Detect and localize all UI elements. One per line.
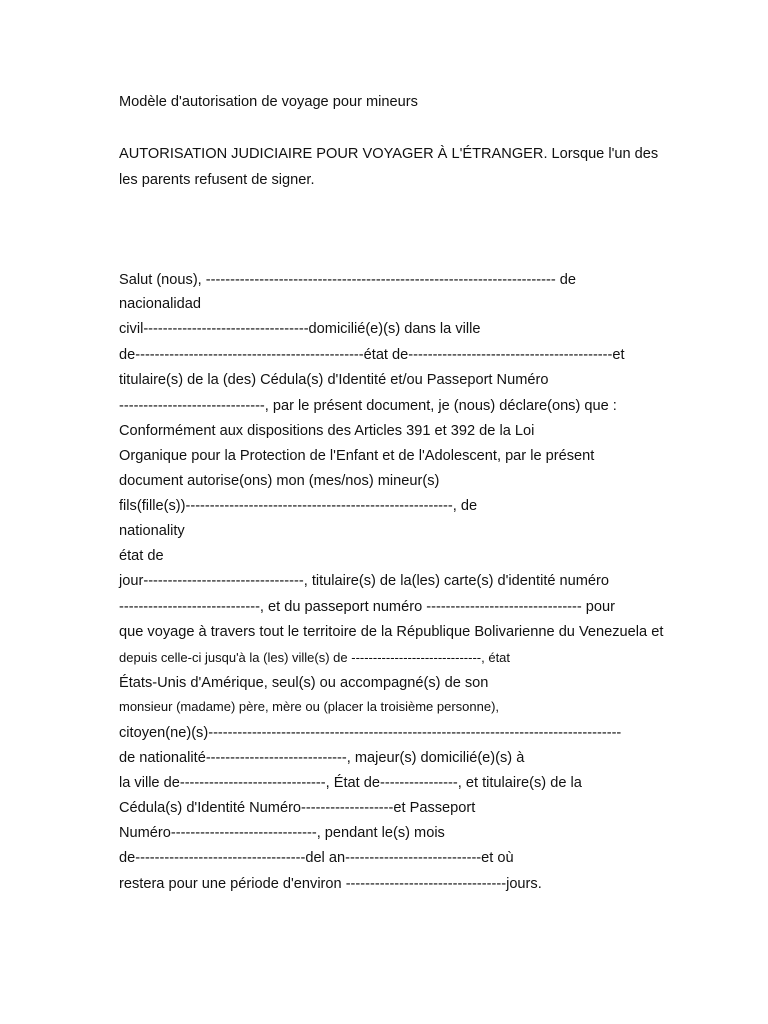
body-line: de-----------------------------------------------état de------------------------------------------et xyxy=(119,347,625,363)
body-line: -----------------------------, et du passeport numéro -------------------------------- pour xyxy=(119,599,616,615)
document-title: Modèle d'autorisation de voyage pour mineurs xyxy=(119,94,418,110)
body-line: Organique pour la Protection de l'Enfant et de l'Adolescent, par le présent xyxy=(119,448,595,464)
body-line: de-----------------------------------del an----------------------------et où xyxy=(119,850,514,866)
heading-line: les parents refusent de signer. xyxy=(119,172,315,188)
heading-line: AUTORISATION JUDICIAIRE POUR VOYAGER À L'ÉTRANGER. Lorsque l'un des xyxy=(119,146,659,162)
body-line: civil----------------------------------domicilié(e)(s) dans la ville xyxy=(119,321,481,337)
body-line: de nationalité-----------------------------, majeur(s) domicilié(e)(s) à xyxy=(119,750,525,766)
body-line: citoyen(ne)(s)------------------------------------------------------------------------------------- xyxy=(119,725,622,741)
body-line: titulaire(s) de la (des) Cédula(s) d'Identité et/ou Passeport Numéro xyxy=(119,372,549,388)
body-line: la ville de------------------------------, État de----------------, et titulaire(s) de la xyxy=(119,775,582,791)
body-line: que voyage à travers tout le territoire de la République Bolivarienne du Venezuela et xyxy=(119,624,664,640)
body-line: Salut (nous), ------------------------------------------------------------------------ de xyxy=(119,272,576,288)
body-line: jour---------------------------------, titulaire(s) de la(les) carte(s) d'identité numéro xyxy=(119,573,610,589)
body-line: fils(fille(s))-------------------------------------------------------, de xyxy=(119,498,478,514)
body-line: Cédula(s) d'Identité Numéro-------------------et Passeport xyxy=(119,800,476,816)
body-line: document autorise(ons) mon (mes/nos) mineur(s) xyxy=(119,473,440,489)
body-line: monsieur (madame) père, mère ou (placer la troisième personne), xyxy=(119,699,500,714)
body-line: nationality xyxy=(119,523,185,539)
body-line: Conformément aux dispositions des Articles 391 et 392 de la Loi xyxy=(119,423,535,439)
body-line: ------------------------------, par le présent document, je (nous) déclare(ons) que : xyxy=(119,398,617,414)
body-line: état de xyxy=(119,548,164,564)
body-line: États-Unis d'Amérique, seul(s) ou accompagné(s) de son xyxy=(119,675,489,691)
body-line: Numéro------------------------------, pendant le(s) mois xyxy=(119,825,445,841)
body-line: nacionalidad xyxy=(119,296,201,312)
body-line: restera pour une période d'environ ---------------------------------jours. xyxy=(119,876,542,892)
body-line: depuis celle-ci jusqu'à la (les) ville(s) de ------------------------------, état xyxy=(119,650,511,665)
